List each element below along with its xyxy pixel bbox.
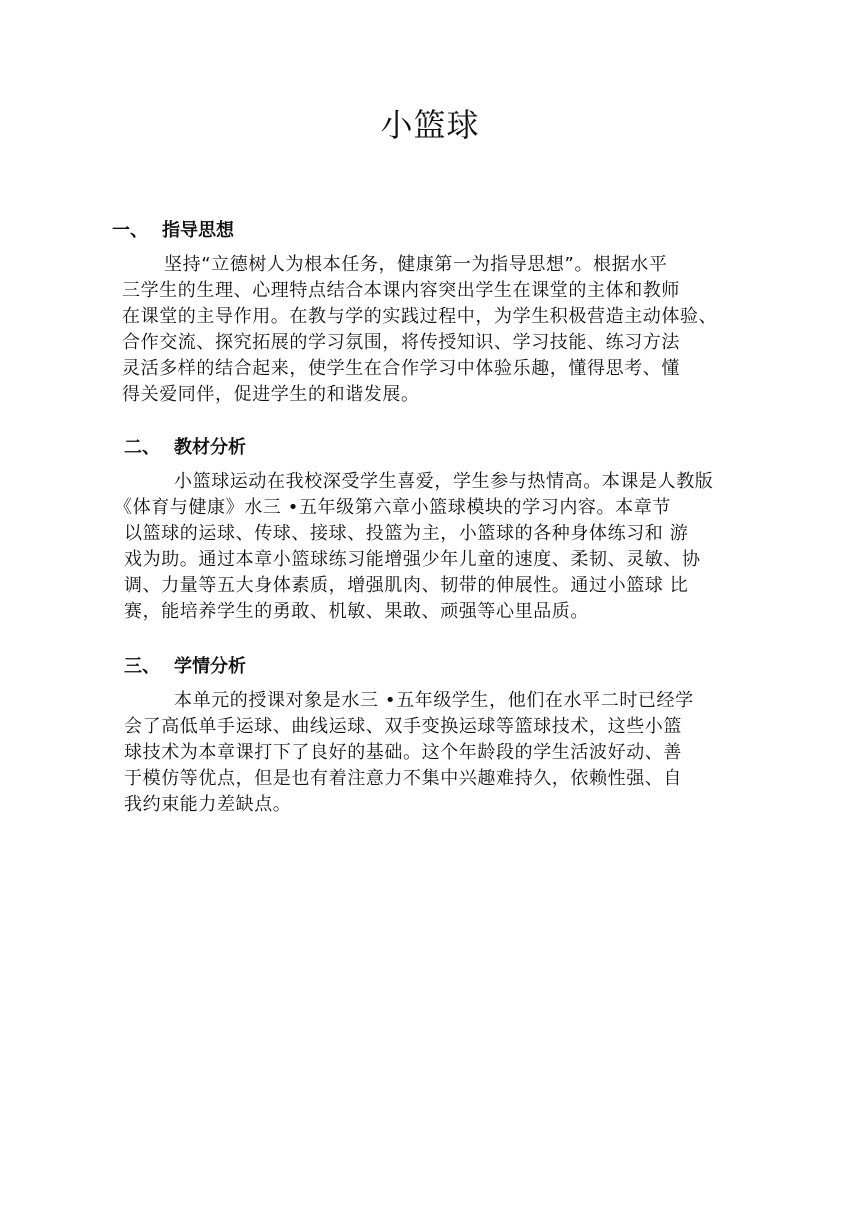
- section-heading: [124, 435, 246, 461]
- paragraph-line: 灵活多样的结合起来，使学生在合作学习中体验乐趣，懂得思考、懂: [122, 358, 680, 379]
- paragraph-line: 球技术为本章课打下了良好的基础。这个年龄段的学生活波好动、善: [124, 742, 682, 763]
- section-number: 一、: [112, 220, 148, 241]
- paragraph-line: 坚持“立德树人为根本任务，健康第一为指导思想”。根据水平: [164, 254, 668, 275]
- paragraph-line: 本单元的授课对象是水三 •五年级学生，他们在水平二时已经学: [174, 690, 694, 711]
- paragraph-line: 《体育与健康》水三 •五年级第六章小篮球模块的学习内容。本章节: [114, 497, 671, 518]
- paragraph-line: 在课堂的主导作用。在教与学的实践过程中，为学生积极营造主动体验、: [122, 306, 718, 327]
- paragraph-line: 小篮球运动在我校深受学生喜爱，学生参与热情高。本课是人教版: [174, 471, 714, 492]
- document-title: 小篮球: [380, 106, 480, 144]
- paragraph-line: 戏为助。通过本章小篮球练习能增强少年儿童的速度、柔韧、灵敏、协: [124, 549, 701, 570]
- section-number: 二、: [124, 437, 160, 458]
- paragraph-line: 我约束能力差缺点。: [124, 794, 292, 815]
- paragraph-line: 三学生的生理、心理特点结合本课内容突出学生在课堂的主体和教师: [122, 280, 680, 301]
- section-heading-label: 教材分析: [174, 437, 246, 458]
- paragraph-line: 于模仿等优点，但是也有着注意力不集中兴趣难持久，依赖性强、自: [124, 768, 682, 789]
- section-heading: [124, 654, 246, 680]
- section-number: 三、: [124, 656, 160, 677]
- paragraph-line: 合作交流、探究拓展的学习氛围，将传授知识、学习技能、练习方法: [122, 332, 680, 353]
- paragraph-line: 会了高低单手运球、曲线运球、双手变换运球等篮球技术，这些小篮: [124, 716, 682, 737]
- paragraph-line: 得关爱同伴，促进学生的和谐发展。: [122, 384, 420, 405]
- paragraph-line: 赛，能培养学生的勇敢、机敏、果敢、顽强等心里品质。: [124, 601, 589, 622]
- section-heading-label: 指导思想: [162, 220, 234, 241]
- section-heading-label: 学情分析: [174, 656, 246, 677]
- section-heading: [112, 218, 234, 244]
- paragraph-line: 以篮球的运球、传球、接球、投篮为主，小篮球的各种身体练习和 游: [124, 523, 689, 544]
- paragraph-line: 调、力量等五大身体素质，增强肌肉、韧带的伸展性。通过小篮球 比: [124, 575, 689, 596]
